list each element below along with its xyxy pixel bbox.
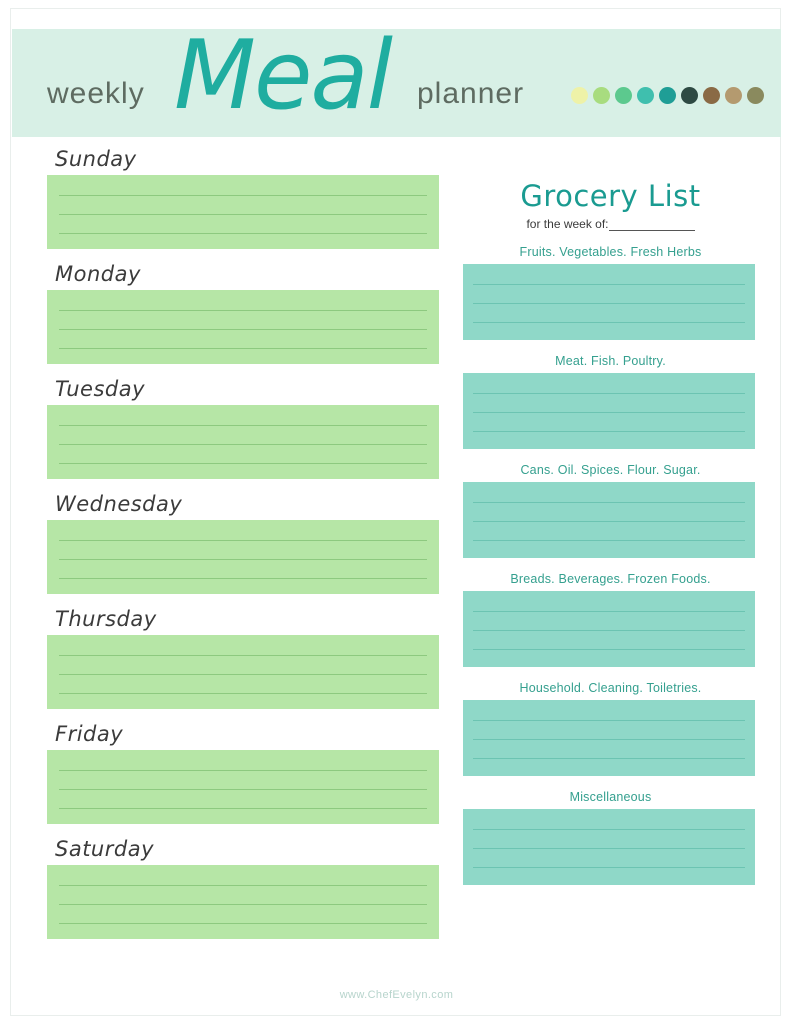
days-column: [47, 147, 439, 952]
grocery-category-block: [463, 463, 758, 558]
dot-dark-teal: [659, 87, 676, 104]
writing-line: [473, 611, 745, 612]
grocery-category-block: [463, 681, 758, 776]
grocery-category-box[interactable]: [463, 591, 755, 667]
grocery-category-box[interactable]: [463, 373, 755, 449]
grocery-category-label: Miscellaneous: [569, 790, 652, 804]
day-entry-box-friday[interactable]: [47, 750, 439, 824]
day-entry-box-monday[interactable]: [47, 290, 439, 364]
day-block: [47, 377, 439, 479]
writing-line: [59, 904, 427, 905]
writing-line: [473, 848, 745, 849]
day-entry-box-wednesday[interactable]: [47, 520, 439, 594]
day-entry-box-thursday[interactable]: [47, 635, 439, 709]
writing-line: [59, 789, 427, 790]
day-entry-box-saturday[interactable]: [47, 865, 439, 939]
dot-pale-yellow: [571, 87, 588, 104]
grocery-category-label: Cans. Oil. Spices. Flour. Sugar.: [520, 463, 701, 477]
writing-line: [473, 431, 745, 432]
day-block: [47, 147, 439, 249]
day-block: [47, 837, 439, 939]
footer-credit: www.ChefEvelyn.com: [339, 989, 454, 1001]
day-label-sunday: Sunday: [55, 147, 137, 171]
writing-line: [473, 502, 745, 503]
writing-line: [473, 540, 745, 541]
grocery-category-label: Breads. Beverages. Frozen Foods.: [510, 572, 711, 586]
writing-line: [59, 655, 427, 656]
grocery-category-block: [463, 354, 758, 449]
dot-olive: [747, 87, 764, 104]
grocery-category-box[interactable]: [463, 700, 755, 776]
day-block: [47, 722, 439, 824]
day-label-wednesday: Wednesday: [55, 492, 183, 516]
writing-line: [59, 559, 427, 560]
writing-line: [59, 808, 427, 809]
writing-line: [59, 233, 427, 234]
writing-line: [59, 923, 427, 924]
day-label-monday: Monday: [55, 262, 141, 286]
day-label-thursday: Thursday: [55, 607, 157, 631]
day-entry-box-tuesday[interactable]: [47, 405, 439, 479]
writing-line: [473, 284, 745, 285]
dot-green: [615, 87, 632, 104]
grocery-category-block: [463, 245, 758, 340]
dot-tan: [725, 87, 742, 104]
writing-line: [473, 521, 745, 522]
grocery-category-label: Household. Cleaning. Toiletries.: [519, 681, 702, 695]
grocery-week-blank[interactable]: [609, 218, 695, 231]
color-dot-row: [571, 87, 764, 104]
writing-line: [59, 674, 427, 675]
writing-line: [473, 758, 745, 759]
grocery-column: [463, 179, 758, 885]
writing-line: [473, 412, 745, 413]
writing-line: [473, 303, 745, 304]
dot-dark-slate: [681, 87, 698, 104]
grocery-category-label: Fruits. Vegetables. Fresh Herbs: [519, 245, 702, 259]
day-label-saturday: Saturday: [55, 837, 155, 861]
title-meal: Meal: [174, 21, 392, 131]
day-block: [47, 492, 439, 594]
writing-line: [59, 214, 427, 215]
grocery-category-block: [463, 572, 758, 667]
writing-line: [59, 348, 427, 349]
grocery-category-block: [463, 790, 758, 885]
grocery-category-label: Meat. Fish. Poultry.: [555, 354, 666, 368]
writing-line: [59, 578, 427, 579]
writing-line: [59, 463, 427, 464]
grocery-categories: [463, 245, 758, 885]
grocery-category-box[interactable]: [463, 482, 755, 558]
day-label-tuesday: Tuesday: [55, 377, 146, 401]
grocery-category-box[interactable]: [463, 809, 755, 885]
day-block: [47, 607, 439, 709]
grocery-category-box[interactable]: [463, 264, 755, 340]
writing-line: [59, 885, 427, 886]
title-planner: planner: [417, 77, 525, 110]
grocery-list-title: Grocery List: [520, 179, 701, 213]
grocery-week-label: for the week of:: [526, 217, 609, 231]
writing-line: [59, 195, 427, 196]
writing-line: [473, 739, 745, 740]
writing-line: [59, 444, 427, 445]
writing-line: [473, 630, 745, 631]
writing-line: [473, 649, 745, 650]
writing-line: [59, 770, 427, 771]
writing-line: [59, 310, 427, 311]
writing-line: [59, 540, 427, 541]
writing-line: [473, 720, 745, 721]
dot-brown: [703, 87, 720, 104]
dot-teal: [637, 87, 654, 104]
grocery-week-of: [463, 217, 758, 231]
writing-line: [59, 329, 427, 330]
writing-line: [473, 322, 745, 323]
writing-line: [473, 867, 745, 868]
day-entry-box-sunday[interactable]: [47, 175, 439, 249]
dot-light-green: [593, 87, 610, 104]
writing-line: [473, 829, 745, 830]
title-weekly: weekly: [47, 77, 145, 110]
day-label-friday: Friday: [55, 722, 124, 746]
writing-line: [59, 693, 427, 694]
printable-sheet: [10, 8, 781, 1016]
writing-line: [59, 425, 427, 426]
day-block: [47, 262, 439, 364]
writing-line: [473, 393, 745, 394]
